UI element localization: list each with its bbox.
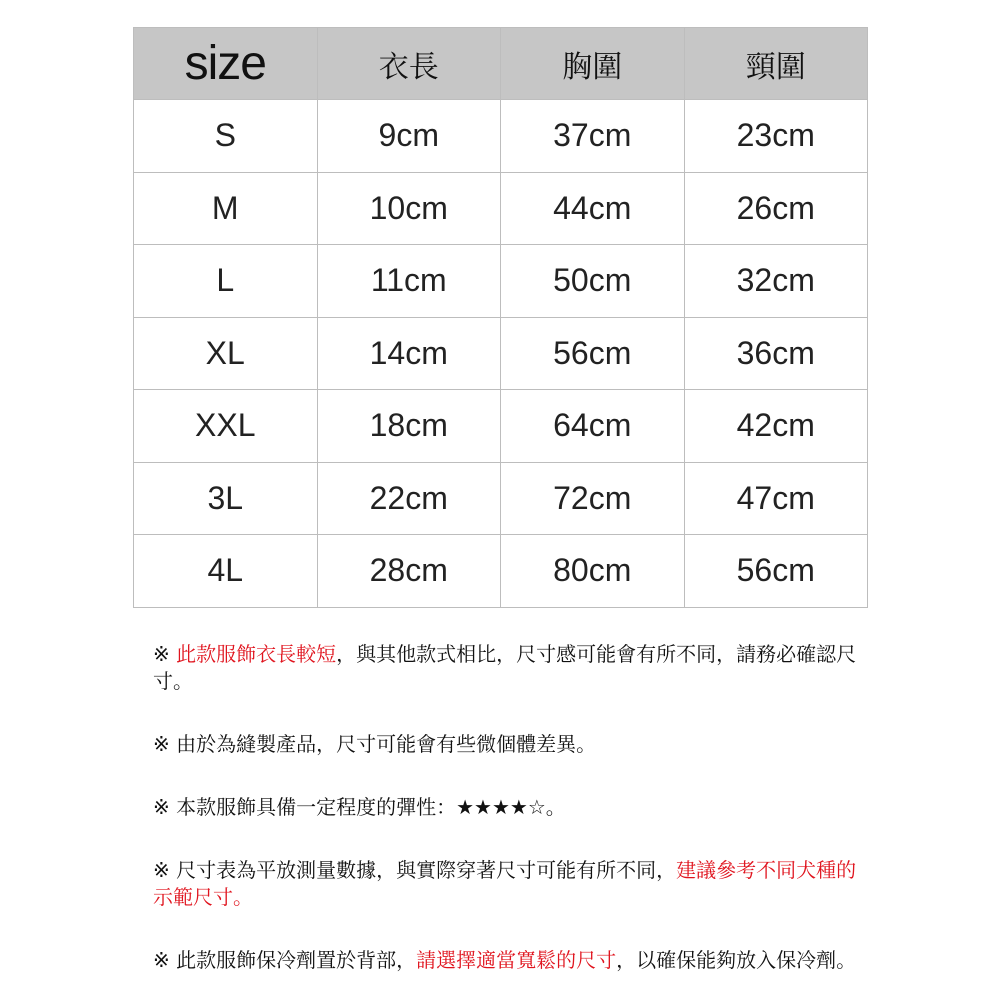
- header-neck: 頸圍: [684, 28, 868, 100]
- neck-cell: 36cm: [684, 317, 868, 390]
- size-cell: S: [134, 100, 318, 173]
- neck-cell: 32cm: [684, 245, 868, 318]
- note-marker: ※: [153, 732, 177, 756]
- chest-cell: 44cm: [501, 172, 685, 245]
- neck-cell: 47cm: [684, 462, 868, 535]
- length-cell: 10cm: [317, 172, 501, 245]
- table-row: [134, 462, 868, 535]
- note-short-length: [153, 641, 863, 695]
- note-elasticity: [153, 794, 863, 821]
- size-cell: XL: [134, 317, 318, 390]
- note-marker: ※: [153, 795, 177, 819]
- neck-cell: 23cm: [684, 100, 868, 173]
- note-flat-measurement: [153, 857, 863, 911]
- length-cell: 22cm: [317, 462, 501, 535]
- size-cell: XXL: [134, 390, 318, 463]
- chest-cell: 50cm: [501, 245, 685, 318]
- chest-cell: 80cm: [501, 535, 685, 608]
- table-row: [134, 317, 868, 390]
- length-cell: 11cm: [317, 245, 501, 318]
- note-highlight: 請選擇適當寬鬆的尺寸: [416, 948, 617, 972]
- size-cell: 4L: [134, 535, 318, 608]
- note-text: 本款服飾具備一定程度的彈性：★★★★☆。: [176, 795, 566, 819]
- table-header-row: [134, 28, 868, 100]
- note-text: 尺寸表為平放測量數據，與實際穿著尺寸可能有所不同，: [176, 858, 677, 882]
- note-marker: ※: [153, 948, 177, 972]
- note-text: 由於為縫製產品，尺寸可能會有些微個體差異。: [176, 732, 597, 756]
- size-chart-table: [133, 27, 868, 608]
- table-row: [134, 172, 868, 245]
- table-row: [134, 245, 868, 318]
- chest-cell: 72cm: [501, 462, 685, 535]
- note-text: ，與其他款式相比，尺寸感可能會有所不同，請務必確認尺寸。: [153, 642, 857, 693]
- length-cell: 18cm: [317, 390, 501, 463]
- header-chest: 胸圍: [501, 28, 685, 100]
- note-text: 此款服飾保冷劑置於背部，: [176, 948, 417, 972]
- length-cell: 14cm: [317, 317, 501, 390]
- size-cell: M: [134, 172, 318, 245]
- note-ice-pack: [153, 947, 863, 974]
- table-row: [134, 390, 868, 463]
- notes-section: [153, 641, 863, 974]
- note-text-after: ，以確保能夠放入保冷劑。: [616, 948, 857, 972]
- note-sewn-variance: [153, 731, 863, 758]
- note-marker: ※: [153, 858, 177, 882]
- note-highlight: 建議參考不同犬種的示範尺寸。: [153, 858, 857, 909]
- chest-cell: 37cm: [501, 100, 685, 173]
- header-length: 衣長: [317, 28, 501, 100]
- note-highlight: 此款服飾衣長較短: [176, 642, 337, 666]
- header-size: size: [134, 28, 318, 100]
- neck-cell: 42cm: [684, 390, 868, 463]
- chest-cell: 56cm: [501, 317, 685, 390]
- neck-cell: 26cm: [684, 172, 868, 245]
- chest-cell: 64cm: [501, 390, 685, 463]
- table-row: [134, 535, 868, 608]
- neck-cell: 56cm: [684, 535, 868, 608]
- length-cell: 28cm: [317, 535, 501, 608]
- note-marker: ※: [153, 642, 177, 666]
- length-cell: 9cm: [317, 100, 501, 173]
- table-row: [134, 100, 868, 173]
- size-cell: 3L: [134, 462, 318, 535]
- size-cell: L: [134, 245, 318, 318]
